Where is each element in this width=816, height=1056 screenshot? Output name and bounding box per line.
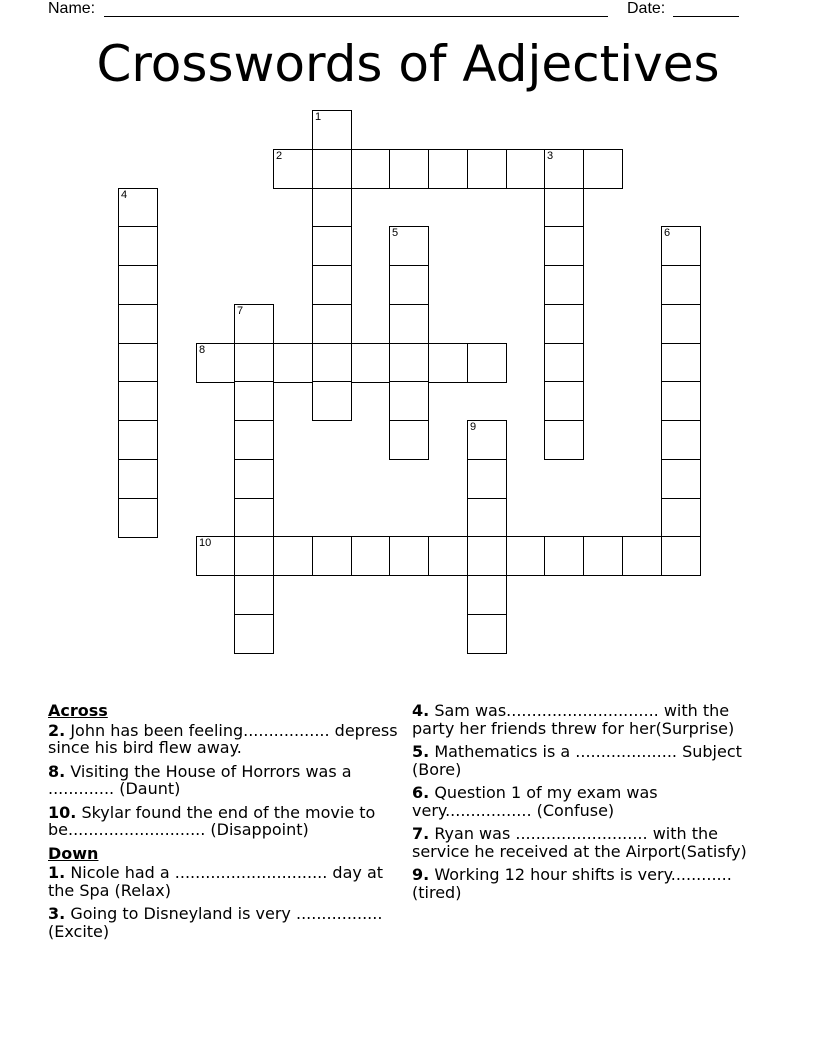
down-heading: Down [48, 843, 99, 863]
grid-cell[interactable] [467, 498, 507, 538]
grid-cell-6[interactable] [661, 226, 701, 266]
grid-cell[interactable] [118, 459, 158, 499]
grid-cell-2[interactable] [273, 149, 313, 189]
clue-number: 1 [315, 111, 322, 123]
grid-cell-8[interactable] [196, 343, 236, 383]
grid-cell[interactable] [467, 459, 507, 499]
grid-cell[interactable] [351, 149, 391, 189]
grid-cell[interactable] [467, 149, 507, 189]
grid-cell[interactable] [661, 304, 701, 344]
grid-cell[interactable] [467, 614, 507, 654]
grid-cell-4[interactable] [118, 188, 158, 228]
grid-cell[interactable] [506, 536, 546, 576]
grid-cell[interactable] [312, 304, 352, 344]
grid-cell[interactable] [312, 188, 352, 228]
grid-cell[interactable] [389, 420, 429, 460]
grid-cell[interactable] [583, 149, 623, 189]
clue-across-10: 10. Skylar found the end of the movie to be........................... (Disappoint) [48, 802, 376, 839]
grid-cell[interactable] [389, 304, 429, 344]
grid-cell-3[interactable] [544, 149, 584, 189]
clue-number: 9 [470, 421, 477, 433]
grid-cell[interactable] [544, 343, 584, 383]
grid-cell[interactable] [428, 536, 468, 576]
grid-cell[interactable] [506, 149, 546, 189]
grid-cell[interactable] [234, 536, 274, 576]
grid-cell[interactable] [467, 343, 507, 383]
grid-cell-1[interactable] [312, 110, 352, 150]
clue-number: 8 [199, 344, 206, 356]
grid-cell[interactable] [544, 304, 584, 344]
grid-cell[interactable] [312, 226, 352, 266]
grid-cell[interactable] [389, 149, 429, 189]
grid-cell[interactable] [661, 498, 701, 538]
clue-down-9: 9. Working 12 hour shifts is very............ (tired) [412, 865, 732, 902]
grid-cell[interactable] [118, 226, 158, 266]
grid-cell[interactable] [312, 149, 352, 189]
clue-down-4: 4. Sam was.............................. with the party her friends threw for her(Surprise) [412, 701, 735, 738]
grid-cell[interactable] [544, 536, 584, 576]
grid-cell-10[interactable] [196, 536, 236, 576]
clue-number: 5 [392, 227, 399, 239]
grid-cell[interactable] [544, 265, 584, 305]
grid-cell[interactable] [234, 459, 274, 499]
clue-number: 6 [664, 227, 671, 239]
grid-cell[interactable] [544, 188, 584, 228]
grid-cell[interactable] [661, 381, 701, 421]
clue-number: 2 [276, 150, 283, 162]
grid-cell[interactable] [389, 343, 429, 383]
grid-cell[interactable] [389, 265, 429, 305]
grid-cell[interactable] [273, 343, 313, 383]
grid-cell[interactable] [312, 381, 352, 421]
grid-cell[interactable] [312, 536, 352, 576]
clue-across-2: 2. John has been feeling................. depress since his bird flew away. [48, 720, 398, 757]
grid-cell[interactable] [661, 343, 701, 383]
grid-cell[interactable] [118, 265, 158, 305]
grid-cell-9[interactable] [467, 420, 507, 460]
clue-number: 7 [237, 305, 244, 317]
clue-number: 10 [199, 537, 212, 549]
grid-cell[interactable] [544, 420, 584, 460]
grid-cell[interactable] [428, 149, 468, 189]
grid-cell[interactable] [389, 381, 429, 421]
grid-cell-5[interactable] [389, 226, 429, 266]
grid-cell[interactable] [351, 536, 391, 576]
page-title: Crosswords of Adjectives [96, 35, 720, 93]
clues-left-column [48, 702, 398, 946]
grid-cell[interactable] [118, 343, 158, 383]
across-heading: Across [48, 701, 108, 720]
grid-cell[interactable] [467, 575, 507, 615]
name-label: Name: [48, 0, 96, 17]
grid-cell[interactable] [661, 536, 701, 576]
clue-down-7: 7. Ryan was .......................... with the service he received at the Airport(Satisfy) [412, 824, 747, 861]
grid-cell[interactable] [661, 459, 701, 499]
grid-cell[interactable] [234, 381, 274, 421]
clues-right-column [412, 702, 762, 907]
clue-number: 4 [121, 189, 128, 201]
grid-cell[interactable] [389, 536, 429, 576]
grid-cell[interactable] [661, 420, 701, 460]
grid-cell[interactable] [234, 498, 274, 538]
grid-cell[interactable] [351, 343, 391, 383]
grid-cell[interactable] [234, 614, 274, 654]
clue-down-6: 6. Question 1 of my exam was very................. (Confuse) [412, 783, 658, 820]
clue-across-8: 8. Visiting the House of Horrors was a ............. (Daunt) [48, 761, 352, 798]
grid-cell[interactable] [118, 498, 158, 538]
grid-cell[interactable] [118, 304, 158, 344]
grid-cell[interactable] [622, 536, 662, 576]
grid-cell[interactable] [544, 226, 584, 266]
grid-cell[interactable] [661, 265, 701, 305]
grid-cell[interactable] [312, 265, 352, 305]
date-label: Date: [627, 0, 666, 17]
grid-cell-7[interactable] [234, 304, 274, 344]
grid-cell[interactable] [544, 381, 584, 421]
grid-cell[interactable] [583, 536, 623, 576]
clue-down-3: 3. Going to Disneyland is very ................. (Excite) [48, 904, 383, 941]
grid-cell[interactable] [118, 420, 158, 460]
grid-cell[interactable] [312, 343, 352, 383]
grid-cell[interactable] [273, 536, 313, 576]
clue-number: 3 [547, 150, 554, 162]
clue-down-5: 5. Mathematics is a .................... Subject (Bore) [412, 742, 742, 779]
grid-cell[interactable] [234, 575, 274, 615]
grid-cell[interactable] [118, 381, 158, 421]
grid-cell[interactable] [234, 343, 274, 383]
grid-cell[interactable] [467, 536, 507, 576]
clue-down-1: 1. Nicole had a .............................. day at the Spa (Relax) [48, 863, 384, 900]
grid-cell[interactable] [428, 343, 468, 383]
grid-cell[interactable] [234, 420, 274, 460]
